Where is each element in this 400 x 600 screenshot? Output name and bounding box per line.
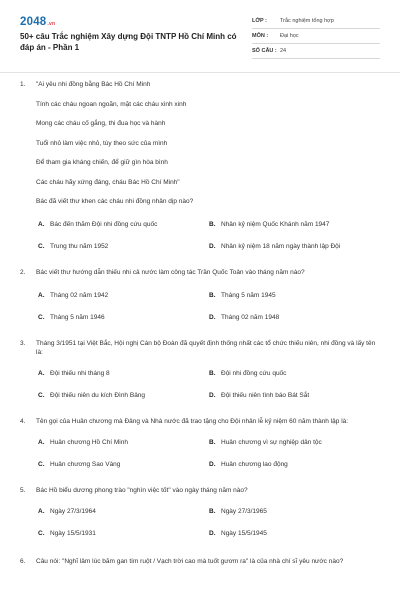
answer-options — [20, 432, 380, 476]
option-letter: D. — [209, 313, 216, 321]
option-letter: C. — [38, 242, 45, 250]
question-line: Mong các cháu cố gắng, thi đua học và hành — [36, 120, 166, 127]
question-number: 6. — [20, 558, 26, 565]
question-5 — [20, 486, 380, 545]
meta-value: 24 — [280, 48, 287, 54]
answer-option-c[interactable] — [38, 314, 209, 323]
option-text: Ngày 27/3/1964 — [50, 507, 96, 515]
option-letter: A. — [38, 291, 45, 299]
option-text: Đội nhi đồng cứu quốc — [221, 369, 287, 377]
question-4 — [20, 417, 380, 476]
option-letter: A. — [38, 369, 45, 377]
option-text: Đội thiếu niên du kích Đình Bảng — [50, 391, 146, 399]
option-letter: C. — [38, 529, 45, 537]
meta-key: MÔN : — [252, 33, 269, 39]
question-text: Bác viết thư hướng dẫn thiếu nhi cả nước làm công tác Trần Quốc Toản vào tháng năm nào? — [36, 269, 305, 276]
answer-option-c[interactable] — [38, 461, 209, 470]
option-text: Bác đến thăm Đội nhi đồng cứu quốc — [50, 220, 158, 228]
option-letter: C. — [38, 313, 45, 321]
header-divider — [0, 72, 400, 73]
question-text: Câu nói: "Nghĩ lâm lúc băm gan tím ruột / Vạch trời cao mà tuốt gươm ra" là của nhà chí sĩ yêu nước nào? — [36, 558, 344, 565]
option-letter: C. — [38, 391, 45, 399]
answer-options — [20, 285, 380, 329]
option-text: Trung thu năm 1952 — [50, 242, 109, 250]
answer-options — [20, 363, 380, 407]
option-letter: D. — [209, 391, 216, 399]
option-text: Tháng 5 năm 1945 — [221, 291, 276, 299]
document-meta — [252, 14, 380, 59]
answer-option-b[interactable] — [209, 221, 380, 230]
answer-option-b[interactable] — [209, 292, 380, 301]
question-line: Các cháu hãy xứng đáng, cháu Bác Hồ Chí Minh" — [36, 178, 180, 186]
question-text: Tên gọi của Huân chương mà Đảng và Nhà nước đã trao tặng cho Đội nhân lễ kỷ niệm 60 năm thành lập là: — [36, 418, 349, 425]
option-letter: A. — [38, 220, 45, 228]
answer-option-a[interactable] — [38, 439, 209, 448]
question-1 — [20, 80, 380, 258]
answer-options — [20, 501, 380, 545]
question-line: Bác đã viết thư khen các cháu nhi đồng nhân dịp nào? — [36, 198, 194, 205]
meta-value: Đại học — [280, 33, 299, 39]
answer-option-c[interactable] — [38, 243, 209, 252]
question-line: Tuổi nhỏ làm việc nhỏ, tùy theo sức của mình — [36, 139, 168, 147]
question-line: Tính các cháu ngoan ngoãn, mặt các cháu xinh xinh — [36, 100, 187, 108]
question-list — [20, 80, 380, 566]
answer-option-b[interactable] — [209, 508, 380, 517]
meta-key: LỚP : — [252, 18, 267, 24]
meta-row-question-count — [252, 44, 380, 59]
option-letter: A. — [38, 438, 45, 446]
option-text: Nhân kỷ niệm Quốc Khánh năm 1947 — [221, 220, 330, 228]
option-text: Huân chương vì sự nghiệp dân tộc — [221, 438, 322, 446]
answer-option-d[interactable] — [209, 530, 380, 539]
document-title: 50+ câu Trắc nghiệm Xây dựng Đội TNTP Hồ Chí Minh có đáp án - Phần 1 — [20, 32, 237, 52]
option-letter: B. — [209, 291, 216, 299]
question-number: 4. — [20, 418, 26, 425]
option-text: Huân chương lao động — [221, 460, 288, 468]
option-text: Huân chương Hồ Chí Minh — [50, 438, 128, 446]
question-text: Tháng 3/1951 tại Việt Bắc, Hội nghị Cán bộ Đoàn đã quyết định thống nhất các tổ chức thiếu niên, nhi đồng và lấy tên là: — [36, 340, 376, 356]
meta-row-subject — [252, 29, 380, 44]
option-text: Tháng 5 năm 1946 — [50, 313, 105, 321]
answer-option-a[interactable] — [38, 370, 209, 379]
option-text: Huân chương Sao Vàng — [50, 460, 121, 468]
meta-key: SỐ CÂU : — [252, 48, 277, 54]
question-number: 3. — [20, 340, 26, 347]
answer-option-c[interactable] — [38, 392, 209, 401]
option-text: Tháng 02 năm 1948 — [221, 313, 280, 321]
meta-row-class — [252, 14, 380, 29]
answer-option-b[interactable] — [209, 439, 380, 448]
answer-options — [20, 214, 380, 258]
option-letter: D. — [209, 460, 216, 468]
option-letter: C. — [38, 460, 45, 468]
answer-option-a[interactable] — [38, 508, 209, 517]
option-text: Đội thiếu nhi tháng 8 — [50, 369, 110, 377]
question-number: 1. — [20, 81, 26, 88]
option-letter: D. — [209, 529, 216, 537]
question-number: 5. — [20, 487, 26, 494]
question-2 — [20, 268, 380, 329]
question-line: Để tham gia kháng chiến, để giữ gìn hòa bình — [36, 159, 168, 166]
option-text: Nhân kỷ niệm 18 năm ngày thành lập Đội — [221, 242, 341, 250]
option-text: Ngày 15/5/1931 — [50, 529, 96, 537]
answer-option-d[interactable] — [209, 314, 380, 323]
option-text: Tháng 02 năm 1942 — [50, 291, 109, 299]
option-text: Ngày 27/3/1965 — [221, 507, 267, 515]
question-3 — [20, 339, 380, 407]
document-header — [0, 0, 400, 74]
answer-option-a[interactable] — [38, 221, 209, 230]
logo-main-text: 2048 — [20, 16, 47, 28]
question-text: "Ai yêu nhi đồng bằng Bác Hồ Chí Minh — [36, 81, 151, 88]
question-text: Bác Hồ biểu dương phong trào "nghìn việc tốt" vào ngày tháng năm nào? — [36, 487, 248, 494]
answer-option-d[interactable] — [209, 243, 380, 252]
answer-option-c[interactable] — [38, 530, 209, 539]
option-letter: D. — [209, 242, 216, 250]
answer-option-a[interactable] — [38, 292, 209, 301]
option-letter: B. — [209, 438, 216, 446]
site-logo[interactable] — [20, 16, 55, 28]
logo-suffix-text: .vn — [47, 21, 56, 27]
option-letter: B. — [209, 507, 216, 515]
answer-option-b[interactable] — [209, 370, 380, 379]
option-letter: B. — [209, 369, 216, 377]
question-number: 2. — [20, 269, 26, 276]
option-text: Đội thiếu niên tình báo Bát Sắt — [221, 391, 310, 399]
question-6 — [20, 557, 380, 566]
option-letter: A. — [38, 507, 45, 515]
option-text: Ngày 15/5/1945 — [221, 529, 267, 537]
answer-option-d[interactable] — [209, 461, 380, 470]
answer-option-d[interactable] — [209, 392, 380, 401]
meta-value: Trắc nghiệm tổng hợp — [280, 18, 334, 24]
option-letter: B. — [209, 220, 216, 228]
